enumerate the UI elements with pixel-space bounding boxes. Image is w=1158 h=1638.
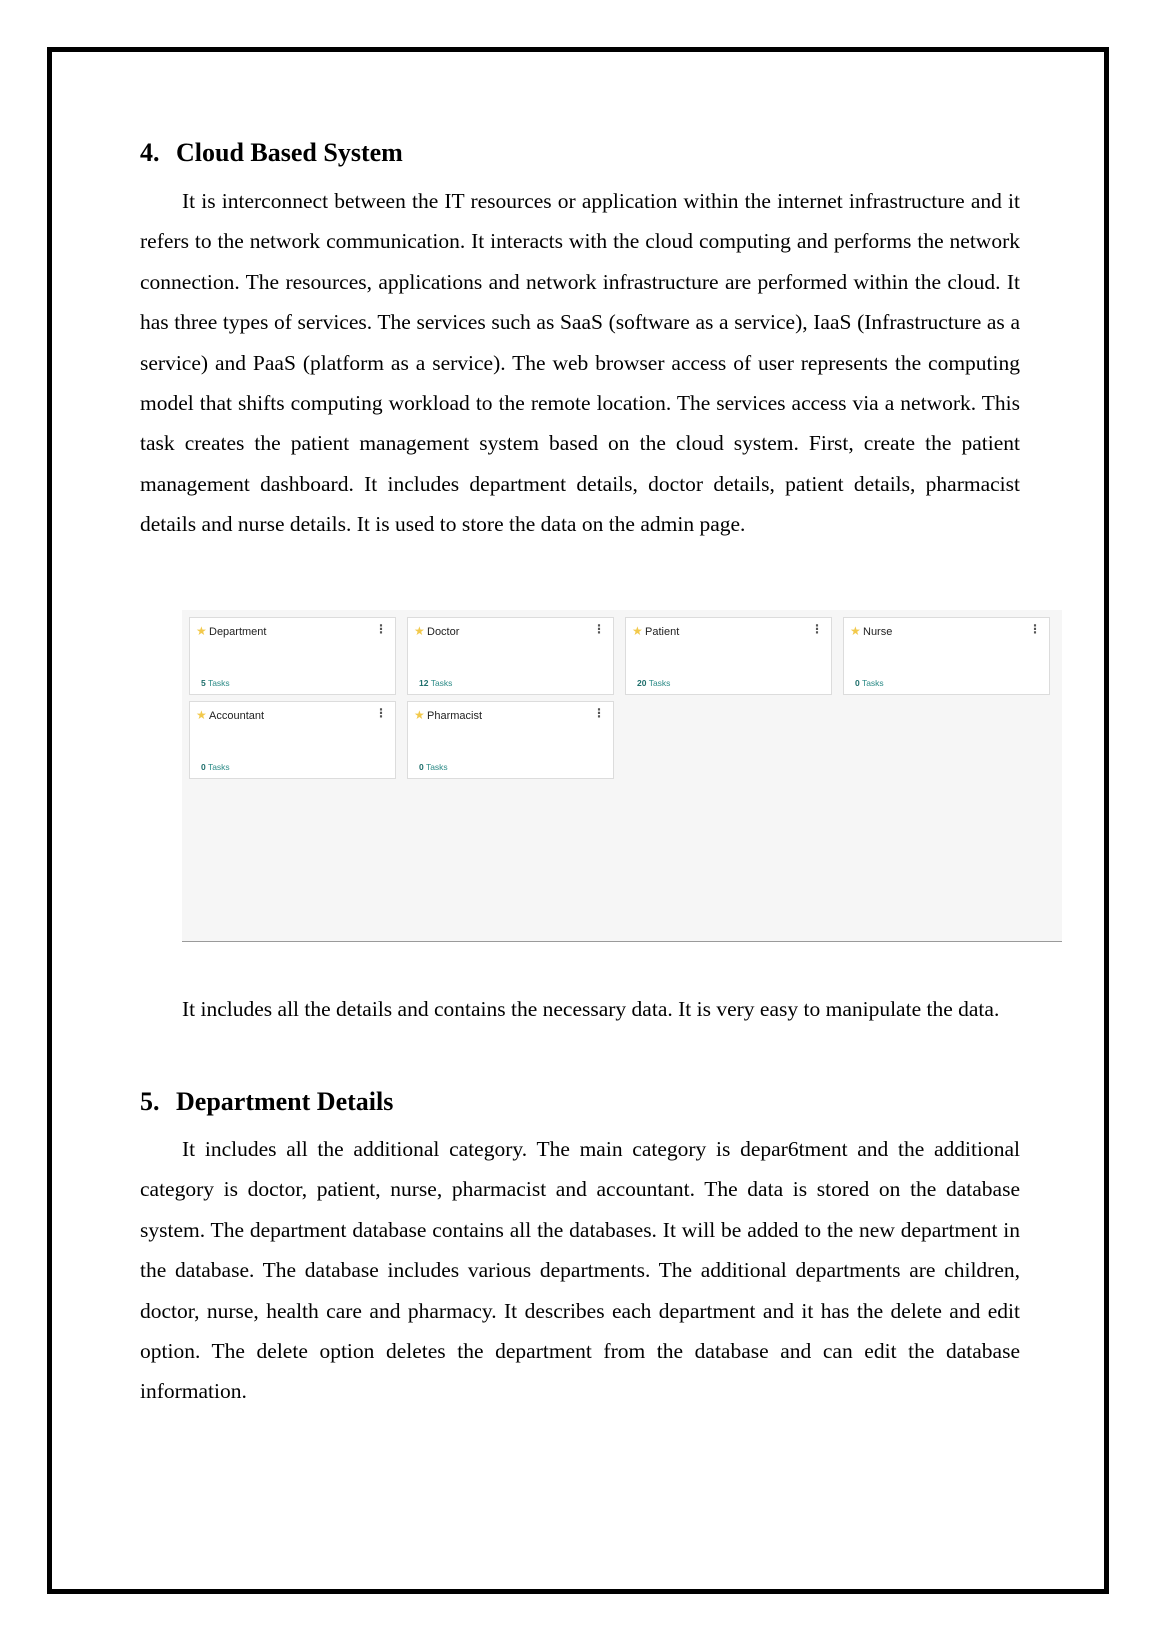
card-title: Nurse <box>863 626 893 638</box>
card-title: Pharmacist <box>427 710 483 722</box>
star-icon: ★ <box>632 624 643 638</box>
dashboard-card-nurse[interactable] <box>843 617 1050 695</box>
card-task-count: 0 Tasks <box>419 762 448 772</box>
dashboard-card-patient[interactable] <box>625 617 832 695</box>
more-vertical-icon[interactable]: ⋮ <box>375 706 387 720</box>
card-task-count: 5 Tasks <box>201 678 230 688</box>
section-5-heading <box>140 1089 393 1115</box>
dashboard-card-pharmacist[interactable] <box>407 701 614 779</box>
dashboard-screenshot <box>182 610 1062 942</box>
star-icon: ★ <box>196 708 207 722</box>
card-task-count: 0 Tasks <box>855 678 884 688</box>
dashboard-card-department[interactable] <box>189 617 396 695</box>
section-5-paragraph-1: It includes all the additional category. The main category is depar6tment and the additional category is doctor, patient, nurse, pharmacist and accountant. The data is stored on the database system. The department database contains all the databases. It will be added to the new department in the database. The database includes various departments. The additional departments are children, doctor, nurse, health care and pharmacy. It describes each department and it has the delete and edit option. The delete option deletes the department from the database and can edit the database information. <box>140 1137 1020 1404</box>
card-task-count: 0 Tasks <box>201 762 230 772</box>
section-4-paragraph-2: It includes all the details and contains the necessary data. It is very easy to manipulate the data. <box>182 997 1000 1021</box>
section-5-title: Department Details <box>176 1087 394 1116</box>
star-icon: ★ <box>414 708 425 722</box>
dashboard-card-doctor[interactable] <box>407 617 614 695</box>
more-vertical-icon[interactable]: ⋮ <box>811 622 823 636</box>
star-icon: ★ <box>414 624 425 638</box>
star-icon: ★ <box>850 624 861 638</box>
card-title: Doctor <box>427 626 460 638</box>
more-vertical-icon[interactable]: ⋮ <box>1029 622 1041 636</box>
more-vertical-icon[interactable]: ⋮ <box>593 706 605 720</box>
section-4-number: 4. <box>140 138 160 167</box>
more-vertical-icon[interactable]: ⋮ <box>593 622 605 636</box>
star-icon: ★ <box>196 624 207 638</box>
dashboard-card-accountant[interactable] <box>189 701 396 779</box>
section-4-heading <box>140 140 403 166</box>
card-task-count: 12 Tasks <box>419 678 453 688</box>
section-5-number: 5. <box>140 1087 160 1116</box>
card-title: Department <box>209 626 267 638</box>
card-task-count: 20 Tasks <box>637 678 671 688</box>
section-4-paragraph-1: It is interconnect between the IT resources or application within the internet infrastructure and it refers to the network communication. It interacts with the cloud computing and performs the network connection. The resources, applications and network infrastructure are performed within the cloud. It has three types of services. The services such as SaaS (software as a service), IaaS (Infrastructure as a service) and PaaS (platform as a service). The web browser access of user represents the computing model that shifts computing workload to the remote location. The services access via a network. This task creates the patient management system based on the cloud system. First, create the patient management dashboard. It includes department details, doctor details, patient details, pharmacist details and nurse details. It is used to store the data on the admin page. <box>140 189 1020 537</box>
section-4-title: Cloud Based System <box>176 138 403 167</box>
card-title: Patient <box>645 626 680 638</box>
more-vertical-icon[interactable]: ⋮ <box>375 622 387 636</box>
card-title: Accountant <box>209 710 265 722</box>
